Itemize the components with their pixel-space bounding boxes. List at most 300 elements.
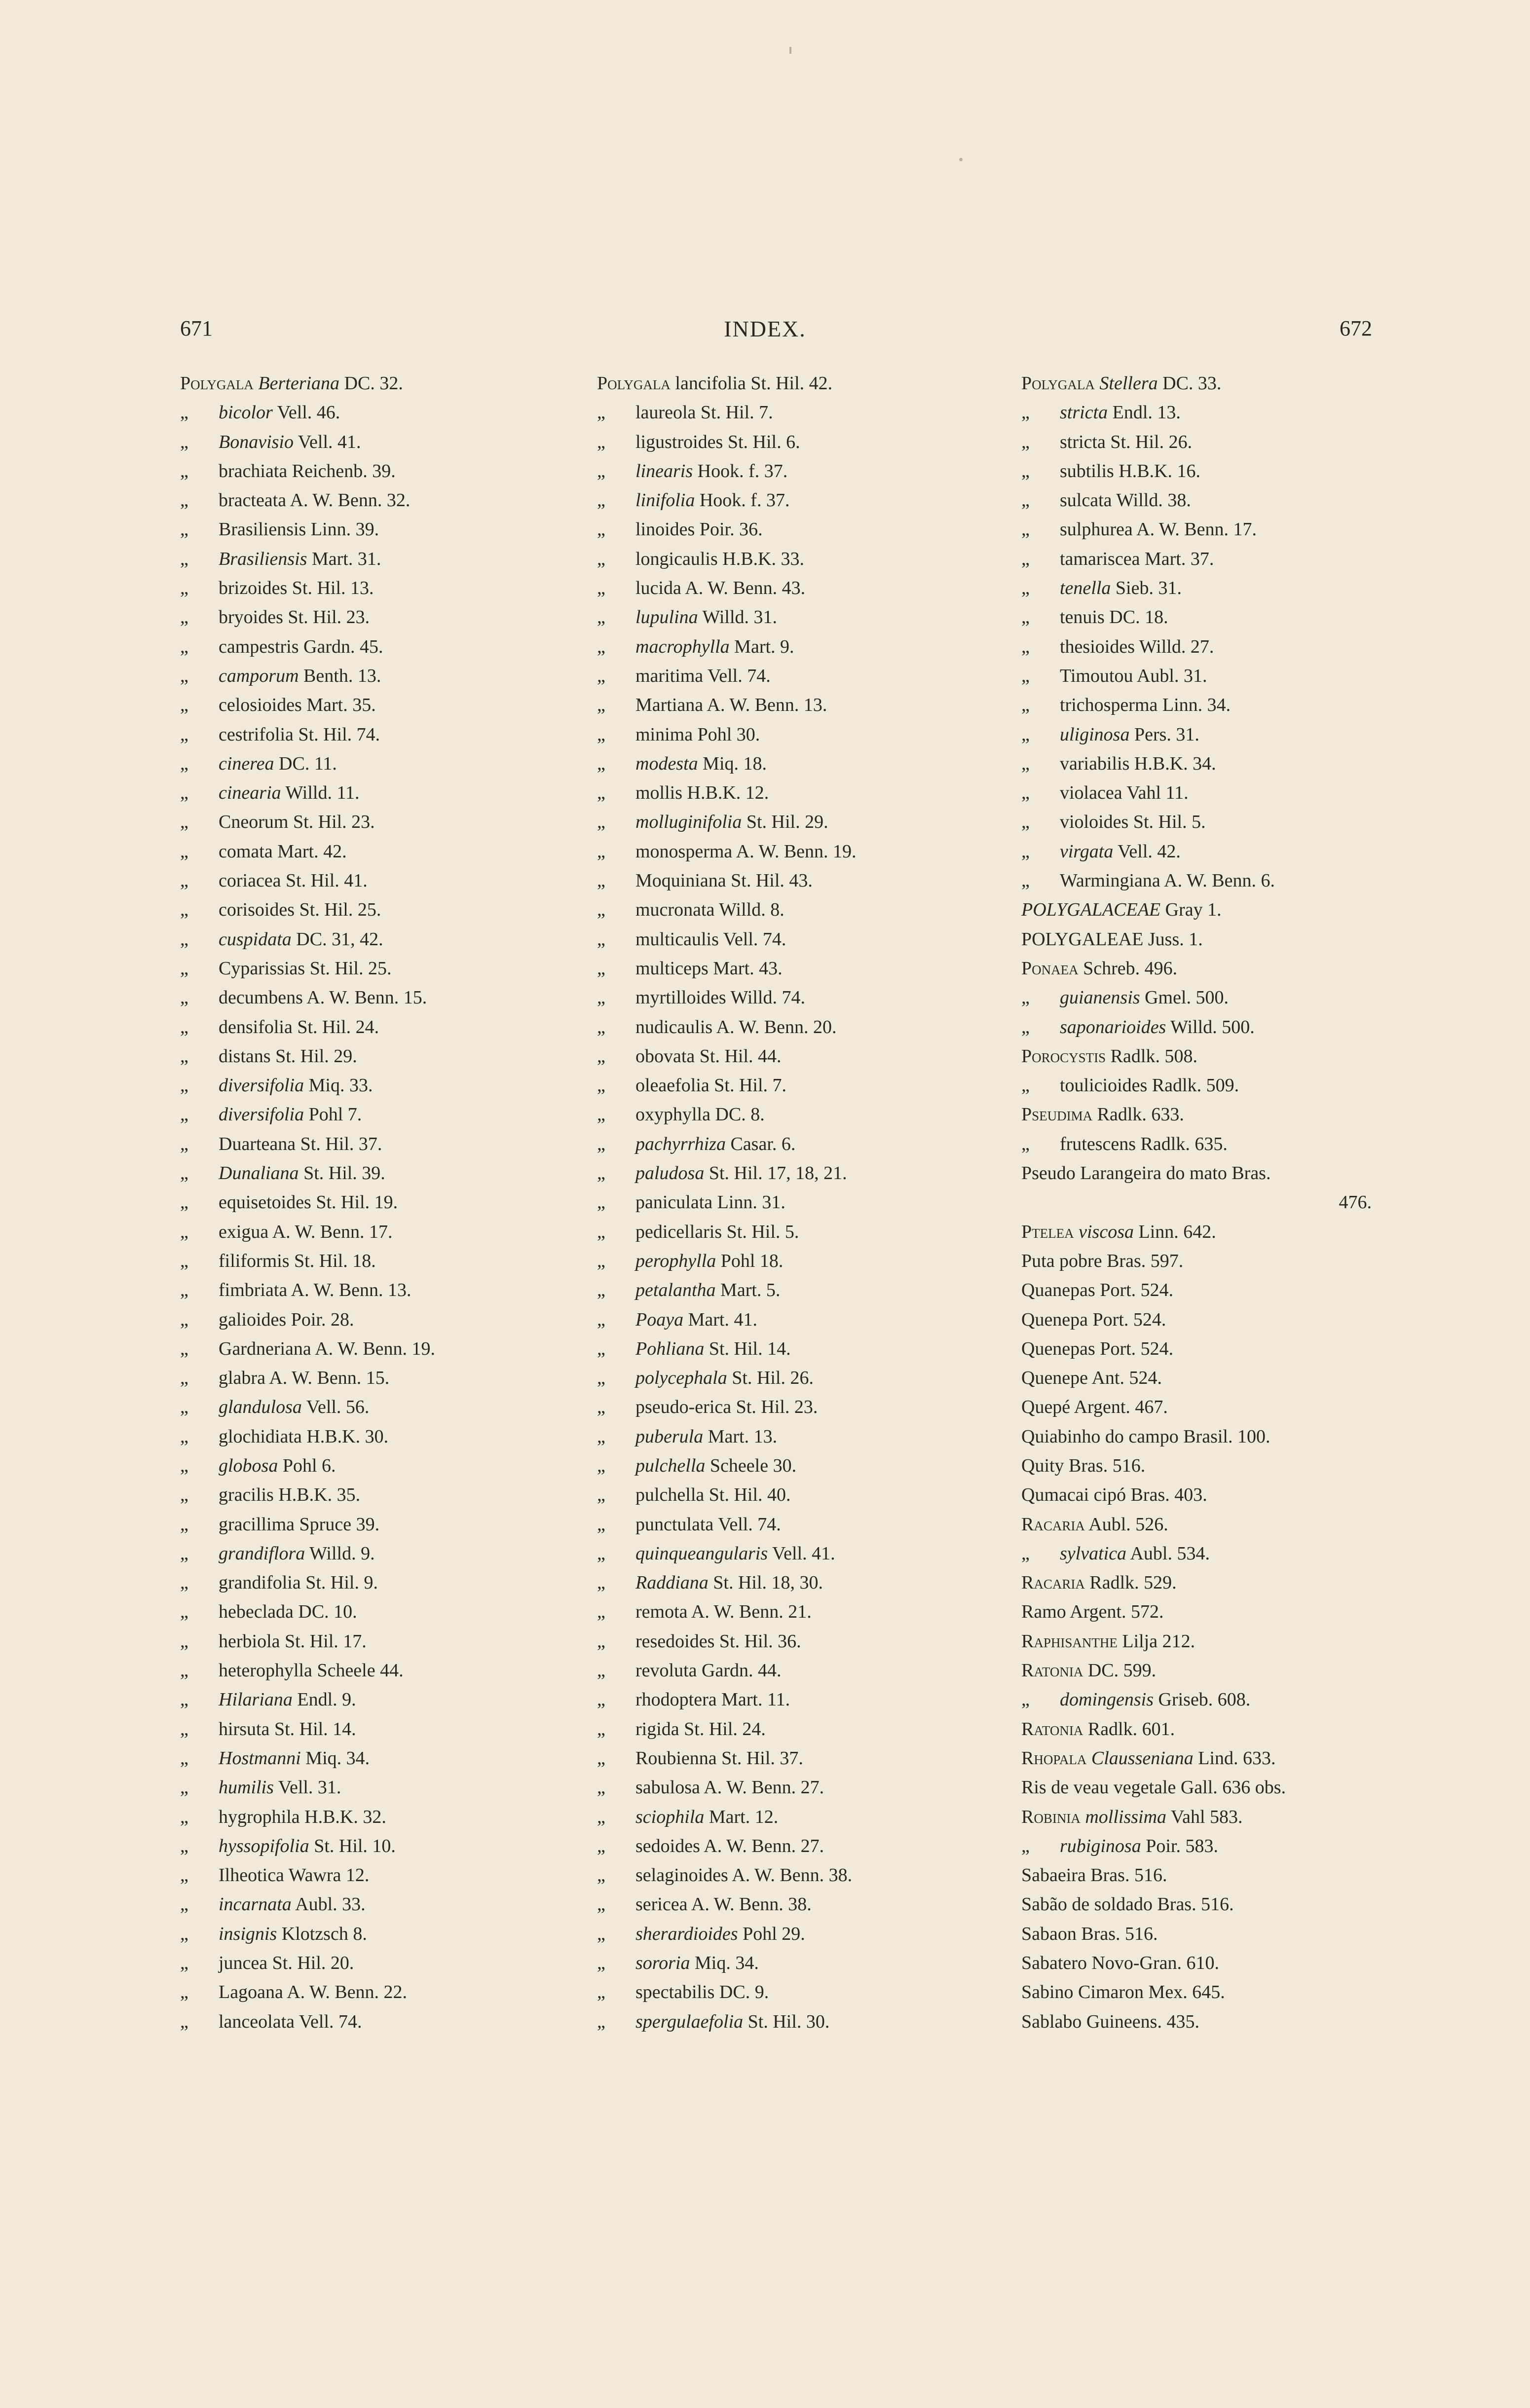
ditto-mark: „	[597, 548, 605, 569]
entry-name: hygrophila	[219, 1806, 300, 1827]
entry-name: minima	[635, 724, 693, 745]
entry-reference: St. Hil. 23.	[731, 1397, 818, 1418]
entry-name: spergulaefolia	[635, 2011, 744, 2032]
index-entry	[1021, 398, 1381, 427]
entry-name: toulicioides	[1060, 1075, 1148, 1096]
entry-reference: Griseb. 608.	[1154, 1689, 1251, 1710]
entry-reference: H.B.K. 34.	[1129, 753, 1216, 774]
ditto-mark: „	[1021, 1689, 1030, 1710]
entry-name: polycephala	[635, 1368, 727, 1389]
ditto-mark: „	[597, 1806, 605, 1827]
index-entry	[597, 749, 1026, 778]
entry-reference: Mart. 12.	[704, 1806, 779, 1827]
entry-name: Sabão de soldado Bras. 516.	[1021, 1894, 1234, 1915]
ditto-mark: „	[180, 928, 188, 950]
entry-reference: St. Hil. 18.	[289, 1250, 376, 1271]
ditto-mark: „	[1021, 1016, 1030, 1037]
index-entry	[1021, 1890, 1381, 1919]
entry-name: subtilis	[1060, 460, 1114, 482]
entry-name: Brasiliensis	[219, 548, 307, 569]
entry-name: pseudo-erica	[635, 1397, 732, 1418]
entry-name: oleaefolia	[635, 1075, 709, 1096]
entry-reference: St. Hil. 43.	[726, 870, 813, 891]
entry-name: pachyrrhiza	[635, 1133, 726, 1154]
entry-reference: St. Hil. 26.	[727, 1368, 814, 1389]
index-entry	[1021, 1042, 1381, 1071]
ditto-mark: „	[180, 1104, 188, 1125]
entry-name: lanceolata	[219, 2011, 295, 2032]
index-entry	[180, 1978, 609, 2007]
index-entry	[1021, 1949, 1381, 1978]
entry-reference: Poir. 583.	[1141, 1835, 1218, 1856]
entry-name: spectabilis	[635, 1982, 715, 2003]
genus-name: Racaria	[1021, 1514, 1085, 1535]
entry-reference: Vell. 46.	[272, 402, 340, 423]
ditto-mark: „	[1021, 431, 1030, 452]
genus-name: Rhopala	[1021, 1747, 1087, 1769]
entry-reference: St. Hil. 30.	[743, 2011, 830, 2032]
index-entry	[180, 662, 609, 691]
ditto-mark: „	[180, 841, 188, 862]
index-entry	[180, 2007, 609, 2037]
index-entry	[597, 1013, 1026, 1042]
entry-reference: Vell. 74.	[713, 1514, 781, 1535]
ditto-mark: „	[597, 1397, 605, 1418]
entry-name: Gardneriana	[219, 1338, 311, 1359]
ditto-mark: „	[597, 1426, 605, 1447]
index-entry	[180, 574, 609, 603]
index-entry	[597, 720, 1026, 749]
entry-name: myrtilloides	[635, 987, 726, 1008]
index-entry	[180, 1334, 609, 1364]
index-entry	[597, 574, 1026, 603]
index-entry	[597, 808, 1026, 837]
index-entry	[180, 1042, 609, 1071]
index-entry	[180, 1656, 609, 1685]
entry-reference: Mart. 41.	[683, 1309, 757, 1330]
entry-name: pedicellaris	[635, 1221, 722, 1242]
entry-name: Berteriana	[258, 373, 340, 394]
ditto-mark: „	[1021, 490, 1030, 511]
ditto-mark: „	[597, 1455, 605, 1476]
index-entry	[597, 1510, 1026, 1539]
entry-name: stricta	[1060, 431, 1106, 452]
ditto-mark: „	[180, 1075, 188, 1096]
entry-name: Pseudo Larangeira do mato Bras.	[1021, 1163, 1271, 1184]
entry-name: Quity Bras. 516.	[1021, 1455, 1146, 1476]
entry-reference: H.B.K. 35.	[273, 1484, 361, 1506]
index-column-3	[1021, 369, 1381, 2037]
entry-name: Hilariana	[219, 1689, 293, 1710]
ditto-mark: „	[1021, 812, 1030, 833]
genus-name: Ratonia	[1021, 1660, 1083, 1681]
index-entry	[180, 1949, 609, 1978]
index-entry	[1021, 691, 1381, 720]
entry-reference: Gardn. 44.	[697, 1660, 782, 1681]
ditto-mark: „	[597, 1865, 605, 1886]
entry-reference: H.B.K. 12.	[682, 782, 769, 804]
entry-reference: St. Hil. 7.	[696, 402, 773, 423]
entry-name: lancifolia	[675, 373, 746, 394]
ditto-mark: „	[180, 1601, 188, 1623]
ditto-mark: „	[597, 1601, 605, 1623]
entry-name: virgata	[1060, 841, 1114, 862]
ditto-mark: „	[180, 1543, 188, 1564]
ditto-mark: „	[180, 1835, 188, 1856]
index-entry	[1021, 1656, 1381, 1685]
entry-name: Dunaliana	[219, 1163, 299, 1184]
index-entry	[180, 1013, 609, 1042]
entry-reference: Sieb. 31.	[1111, 578, 1182, 599]
index-entry	[180, 895, 609, 925]
entry-name: sericea	[635, 1894, 688, 1915]
entry-name: rhodoptera	[635, 1689, 717, 1710]
entry-reference: Gmel. 500.	[1140, 987, 1229, 1008]
entry-reference: A. W. Benn. 20.	[712, 1016, 837, 1037]
entry-reference: Willd. 38.	[1112, 490, 1191, 511]
entry-reference: DC. 10.	[293, 1601, 357, 1623]
index-entry	[597, 1685, 1026, 1714]
entry-name: trichosperma	[1060, 695, 1158, 716]
ditto-mark: „	[597, 1192, 605, 1213]
entry-name: paniculata	[635, 1192, 713, 1213]
index-entry	[597, 983, 1026, 1012]
index-entry	[1021, 808, 1381, 837]
index-entry	[597, 866, 1026, 895]
index-entry	[180, 1627, 609, 1656]
entry-name: bracteata	[219, 490, 287, 511]
ditto-mark: „	[597, 1309, 605, 1330]
index-entry	[180, 1539, 609, 1568]
index-entry	[180, 1861, 609, 1890]
entry-reference: Radlk. 508.	[1106, 1045, 1197, 1067]
entry-reference: St. Hil. 40.	[704, 1484, 791, 1506]
index-entry	[1021, 1539, 1381, 1568]
index-entry	[180, 720, 609, 749]
entry-name: Moquiniana	[635, 870, 726, 891]
entry-name: distans	[219, 1045, 271, 1067]
index-entry	[597, 1539, 1026, 1568]
index-entry	[597, 691, 1026, 720]
entry-name: saponarioides	[1060, 1016, 1166, 1037]
entry-reference: Pohl 29.	[738, 1923, 805, 1944]
genus-name: Ptelea	[1021, 1221, 1074, 1242]
entry-name: coriacea	[219, 870, 281, 891]
index-entry	[597, 486, 1026, 515]
index-entry	[180, 1568, 609, 1597]
entry-name: viscosa	[1079, 1221, 1134, 1242]
entry-reference: St. Hil. 39.	[299, 1163, 385, 1184]
entry-reference: Mart. 35.	[301, 695, 376, 716]
ditto-mark: „	[1021, 841, 1030, 862]
index-entry	[180, 1890, 609, 1919]
genus-name: Raphisanthe	[1021, 1630, 1118, 1652]
index-entry	[597, 895, 1026, 925]
ditto-mark: „	[597, 1514, 605, 1535]
left-page-number: 671	[180, 316, 213, 340]
ditto-mark: „	[597, 1075, 605, 1096]
index-entry	[597, 1949, 1026, 1978]
entry-name: variabilis	[1060, 753, 1130, 774]
entry-reference: A. W. Benn. 15.	[265, 1368, 390, 1389]
index-entry	[1021, 1627, 1381, 1656]
genus-name: Polygala	[180, 373, 254, 394]
ditto-mark: „	[597, 724, 605, 745]
ditto-mark: „	[597, 1630, 605, 1652]
ditto-mark: „	[180, 1397, 188, 1418]
entry-name: violoides	[1060, 812, 1129, 833]
ditto-mark: „	[597, 1777, 605, 1798]
entry-name: corisoides	[219, 899, 295, 921]
index-entry	[597, 778, 1026, 808]
entry-reference: Scheele 30.	[705, 1455, 797, 1476]
index-entry	[597, 428, 1026, 457]
entry-reference: Mart. 43.	[708, 958, 783, 979]
index-entry	[1021, 895, 1381, 925]
ditto-mark: „	[597, 1543, 605, 1564]
ditto-mark: „	[597, 1982, 605, 2003]
entry-name: multicaulis	[635, 928, 719, 950]
entry-reference: H.B.K. 16.	[1114, 460, 1201, 482]
entry-reference: A. W. Benn. 38.	[687, 1894, 812, 1915]
entry-name: selaginoides	[635, 1865, 728, 1886]
entry-reference: A. W. Benn. 27.	[700, 1835, 824, 1856]
ditto-mark: „	[597, 578, 605, 599]
index-entry	[1021, 954, 1381, 983]
genus-name: Racaria	[1021, 1572, 1085, 1593]
entry-reference: St. Hil. 44.	[695, 1045, 782, 1067]
ditto-mark: „	[1021, 578, 1030, 599]
index-entry	[180, 1832, 609, 1861]
index-entry	[597, 662, 1026, 691]
index-entry	[1021, 1218, 1381, 1247]
index-entry	[597, 1744, 1026, 1773]
ditto-mark: „	[180, 1953, 188, 1974]
index-entry	[597, 1832, 1026, 1861]
index-entry	[1021, 720, 1381, 749]
entry-name: violacea	[1060, 782, 1122, 804]
entry-reference: St. Hil. 17, 18, 21.	[704, 1163, 847, 1184]
entry-name: sedoides	[635, 1835, 700, 1856]
index-entry	[180, 1422, 609, 1451]
index-entry	[1021, 2007, 1381, 2037]
ditto-mark: „	[1021, 636, 1030, 657]
ditto-mark: „	[180, 1426, 188, 1447]
entry-name: linearis	[635, 460, 693, 482]
ditto-mark: „	[597, 1104, 605, 1125]
entry-name: puberula	[635, 1426, 704, 1447]
entry-name: paludosa	[635, 1163, 705, 1184]
index-entry	[597, 603, 1026, 632]
index-entry	[180, 837, 609, 866]
entry-reference: Miq. 33.	[304, 1075, 373, 1096]
entry-name: sabulosa	[635, 1777, 700, 1798]
index-entry	[180, 1510, 609, 1539]
entry-reference: St. Hil. 5.	[722, 1221, 799, 1242]
entry-reference: A. W. Benn. 32.	[286, 490, 410, 511]
entry-name: petalantha	[635, 1280, 716, 1301]
index-entry	[597, 1100, 1026, 1129]
entry-reference: Willd. 27.	[1134, 636, 1214, 657]
index-entry	[597, 398, 1026, 427]
entry-name: sherardioides	[635, 1923, 738, 1944]
ditto-mark: „	[597, 2011, 605, 2032]
entry-name: cinearia	[219, 782, 281, 804]
entry-reference: Vahl 583.	[1166, 1806, 1243, 1827]
index-entry	[180, 1218, 609, 1247]
entry-reference: Radlk. 635.	[1136, 1133, 1228, 1154]
ditto-mark: „	[597, 958, 605, 979]
entry-reference: Vell. 74.	[295, 2011, 362, 2032]
entry-reference: DC. 599.	[1083, 1660, 1157, 1681]
entry-name: linifolia	[635, 490, 695, 511]
index-entry	[180, 1744, 609, 1773]
entry-name: longicaulis	[635, 548, 718, 569]
entry-reference: Pohl 18.	[716, 1250, 784, 1271]
ditto-mark: „	[180, 2011, 188, 2032]
page-speck	[959, 158, 963, 161]
entry-name: Ris de veau vegetale Gall. 636 obs.	[1021, 1777, 1286, 1798]
entry-reference: Wawra 12.	[284, 1865, 370, 1886]
ditto-mark: „	[597, 782, 605, 804]
entry-reference: Radlk. 529.	[1084, 1572, 1177, 1593]
index-entry	[597, 369, 1026, 398]
ditto-mark: „	[597, 1747, 605, 1769]
entry-name: Quanepas Port. 524.	[1021, 1280, 1174, 1301]
index-entry	[1021, 1247, 1381, 1276]
index-entry	[180, 1188, 609, 1217]
index-entry	[597, 1481, 1026, 1510]
ditto-mark: „	[597, 1368, 605, 1389]
entry-name: nudicaulis	[635, 1016, 713, 1037]
entry-reference: Schreb. 496.	[1078, 958, 1178, 979]
entry-name: tamariscea	[1060, 548, 1140, 569]
entry-reference: St. Hil. 10.	[309, 1835, 396, 1856]
index-entry	[597, 1159, 1026, 1188]
index-entry	[1021, 1013, 1381, 1042]
entry-reference: Juss. 1.	[1143, 928, 1203, 950]
index-entry	[180, 983, 609, 1012]
entry-reference: St. Hil. 26.	[1105, 431, 1193, 452]
entry-reference: Hook. f. 37.	[693, 460, 788, 482]
index-entry	[1021, 1188, 1381, 1217]
index-entry	[1021, 1510, 1381, 1539]
entry-name: Raddiana	[635, 1572, 709, 1593]
entry-reference: A. W. Benn. 17.	[1132, 519, 1257, 540]
entry-reference: St. Hil. 9.	[300, 1572, 378, 1593]
genus-name: Robinia	[1021, 1806, 1081, 1827]
entry-name: bryoides	[219, 607, 283, 628]
entry-name: Sabaon Bras. 516.	[1021, 1923, 1158, 1944]
ditto-mark: „	[180, 1777, 188, 1798]
entry-name: Ramo Argent. 572.	[1021, 1601, 1164, 1623]
index-entry	[597, 2007, 1026, 2037]
index-entry	[1021, 1130, 1381, 1159]
index-entry	[597, 837, 1026, 866]
entry-reference: Vell. 41.	[768, 1543, 835, 1564]
ditto-mark: „	[597, 1280, 605, 1301]
entry-name: brizoides	[219, 578, 288, 599]
entry-name: perophylla	[635, 1250, 716, 1271]
index-entry	[597, 1451, 1026, 1481]
index-entry	[180, 925, 609, 954]
index-entry	[180, 1481, 609, 1510]
entry-reference: Vell. 41.	[293, 431, 361, 452]
entry-reference: DC. 8.	[710, 1104, 765, 1125]
entry-name: juncea	[219, 1953, 268, 1974]
ditto-mark: „	[180, 1894, 188, 1915]
entry-reference: Mart. 42.	[272, 841, 347, 862]
entry-name: humilis	[219, 1777, 274, 1798]
entry-reference: Linn. 31.	[712, 1192, 785, 1213]
entry-name: Sablabo Guineens. 435.	[1021, 2011, 1199, 2032]
index-entry	[180, 486, 609, 515]
index-entry	[1021, 778, 1381, 808]
index-entry	[597, 1978, 1026, 2007]
index-entry	[597, 1422, 1026, 1451]
entry-reference: Radlk. 633.	[1092, 1104, 1184, 1125]
ditto-mark: „	[180, 1514, 188, 1535]
index-entry	[597, 1597, 1026, 1627]
entry-name: domingensis	[1060, 1689, 1154, 1710]
entry-reference: St. Hil. 37.	[716, 1747, 803, 1769]
ditto-mark: „	[180, 1865, 188, 1886]
entry-name: glabra	[219, 1368, 265, 1389]
genus-name: Polygala	[597, 373, 671, 394]
entry-reference: Miq. 34.	[300, 1747, 370, 1769]
entry-name: remota	[635, 1601, 688, 1623]
ditto-mark: „	[180, 1309, 188, 1330]
index-entry	[1021, 1422, 1381, 1451]
ditto-mark: „	[597, 1835, 605, 1856]
entry-reference: Radlk. 601.	[1083, 1718, 1175, 1740]
entry-reference: St. Hil. 29.	[742, 812, 828, 833]
index-entry	[180, 515, 609, 544]
entry-name: Poaya	[635, 1309, 684, 1330]
entry-reference: St. Hil. 29.	[270, 1045, 357, 1067]
ditto-mark: „	[597, 636, 605, 657]
index-entry	[1021, 1305, 1381, 1334]
entry-reference: Lind. 633.	[1193, 1747, 1276, 1769]
ditto-mark: „	[180, 1982, 188, 2003]
entry-name: rigida	[635, 1718, 679, 1740]
entry-name: comata	[219, 841, 273, 862]
entry-reference: Linn. 34.	[1157, 695, 1231, 716]
index-entry	[180, 1685, 609, 1714]
entry-reference: Poir. 28.	[286, 1309, 354, 1330]
index-entry	[1021, 1861, 1381, 1890]
index-entry	[597, 925, 1026, 954]
entry-reference: Klotzsch 8.	[277, 1923, 367, 1944]
entry-name: Brasiliensis	[219, 519, 306, 540]
entry-reference: A. W. Benn. 27.	[700, 1777, 824, 1798]
entry-name: laureola	[635, 402, 696, 423]
index-entry	[180, 808, 609, 837]
index-entry	[1021, 1685, 1381, 1714]
entry-reference: A. W. Benn. 43.	[681, 578, 806, 599]
page-header	[0, 316, 1530, 355]
entry-name: punctulata	[635, 1514, 714, 1535]
entry-reference: St. Hil. 13.	[287, 578, 374, 599]
entry-name: guianensis	[1060, 987, 1140, 1008]
entry-reference: St. Hil. 18, 30.	[708, 1572, 823, 1593]
entry-name: Stellera	[1099, 373, 1158, 394]
entry-name: multiceps	[635, 958, 709, 979]
index-entry	[1021, 1159, 1381, 1188]
ditto-mark: „	[1021, 402, 1030, 423]
entry-name: POLYGALEAE	[1021, 928, 1144, 950]
ditto-mark: „	[180, 1133, 188, 1154]
